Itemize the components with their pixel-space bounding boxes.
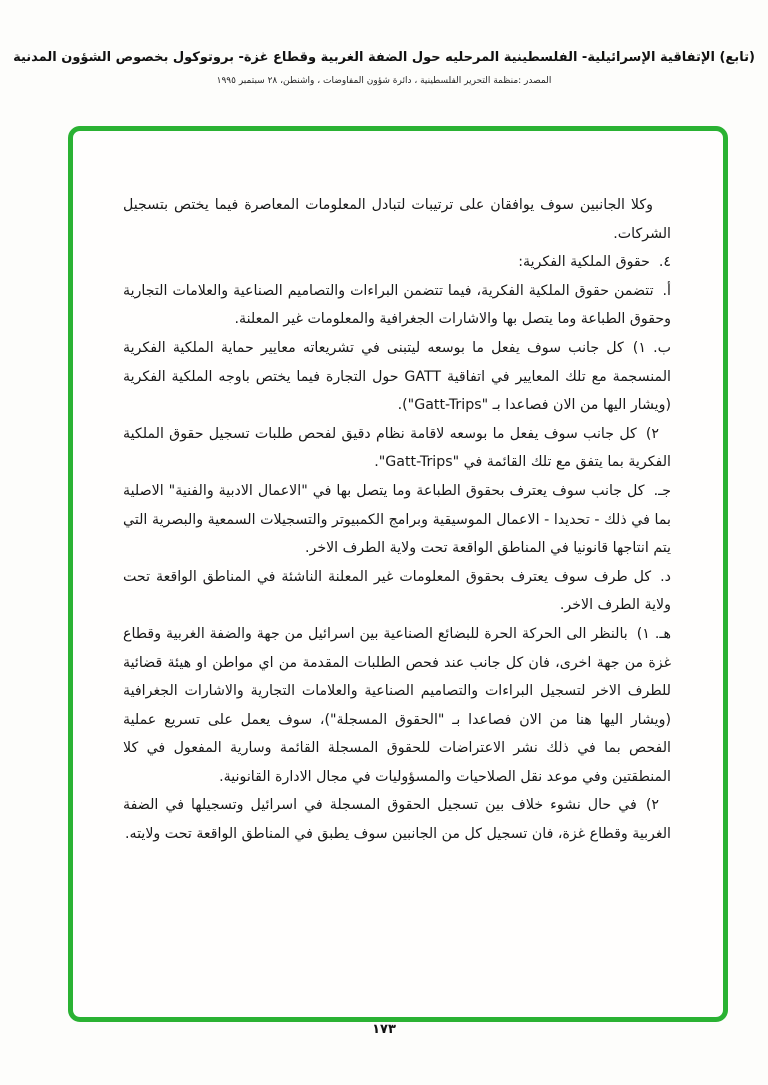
item-text: بالنظر الى الحركة الحرة للبضائع الصناعية بين اسرائيل من جهة والضفة الغربية وقطاع غزة من جهة اخرى، فان كل جانب عند فحص الطلبات المقدمة من اي مواطن او هيئة قضائية للطرف الاخر لتسجيل البراءات والتصاميم الصناعية والعلامات التجارية والاشارات الجغرافية (ويشار اليها هنا من الان فصاعدا بـ "الحقوق المسجلة")، سوف يعمل على تسريع عملية الفحص بما في ذلك نشر الاعتراضات للحقوق المسجلة القائمة وسارية المفعول في كلا المنطقتين وفي موعد نقل الصلاحيات والمسؤوليات في مجال الادارة القانونية. [123, 625, 671, 785]
section-number: ٤. [658, 254, 671, 271]
paragraph-intro: وكلا الجانبين سوف يوافقان على ترتيبات لتبادل المعلومات المعاصرة فيما يختص بتسجيل الشركات. [123, 197, 671, 242]
document-source-line: المصدر :منظمة التحرير الفلسطينية ، دائرة شؤون المفاوضات ، واشنطن، ٢٨ سبتمبر ١٩٩٥ [216, 76, 552, 86]
list-item-d [123, 563, 671, 620]
item-marker: ب. ١) [632, 339, 671, 356]
item-marker: ٢) [645, 425, 659, 442]
page-number: ١٧٣ [372, 1022, 396, 1037]
document-header [0, 50, 768, 86]
list-item-e-2 [123, 791, 671, 848]
item-text: في حال نشوء خلاف بين تسجيل الحقوق المسجلة في اسرائيل وتسجيلها في الضفة الغربية وقطاع غزة، فان تسجيل كل من الجانبين سوف يطبق في المناطق الواقعة تحت ولايته. [123, 797, 671, 843]
item-text: كل جانب سوف يفعل ما بوسعه لاقامة نظام دقيق لفحص طلبات تسجيل حقوق الملكية الفكرية بما يتفق مع تلك القائمة في "Gatt-Trips". [123, 425, 671, 471]
item-marker: جـ. [653, 482, 671, 499]
item-text: تتضمن حقوق الملكية الفكرية، فيما تتضمن البراءات والتصاميم الصناعية والعلامات التجارية وحقوق الطباعة وما يتصل بها والاشارات الجغرافية والمعلومات غير المعلنة. [123, 282, 671, 328]
list-item-e-1 [123, 620, 671, 792]
list-item-a [123, 277, 671, 334]
item-marker: ٢) [645, 797, 659, 814]
content-border-box [68, 126, 728, 1022]
document-body [123, 191, 671, 849]
document-title: (تابع) الإتفاقية الإسرائيلية- الفلسطينية المرحليه حول الضفة الغربية وقطاع غزة- بروتوكول بخصوص الشؤون المدنية [13, 50, 755, 65]
item-text: كل جانب سوف يفعل ما بوسعه ليتبنى في تشريعاته معايير حماية الملكية الفكرية المنسجمة مع تلك المعايير في اتفاقية GATT حول التجارة فيما يختص باوجه الملكية الفكرية (ويشار اليها من الان فصاعدا بـ "Gatt-Trips"). [123, 339, 671, 414]
item-text: كل طرف سوف يعترف بحقوق المعلومات غير المعلنة الناشئة في المناطق الواقعة تحت ولاية الطرف الاخر. [123, 568, 671, 614]
item-marker: أ. [662, 282, 671, 299]
item-marker: هـ. ١) [636, 625, 671, 642]
list-item-b-1 [123, 334, 671, 420]
item-text: كل جانب سوف يعترف بحقوق الطباعة وما يتصل بها في "الاعمال الادبية والفنية" الاصلية بما في ذلك - تحديدا - الاعمال الموسيقية وبرامج الكمبيوتر والتسجيلات السمعية والبصرية التي يتم انتاجها قانونيا في المناطق الواقعة تحت ولاية الطرف الاخر. [123, 482, 671, 557]
section-heading [123, 248, 671, 277]
section-title: حقوق الملكية الفكرية: [518, 254, 650, 271]
list-item-c [123, 477, 671, 563]
list-item-b-2 [123, 420, 671, 477]
item-marker: د. [660, 568, 671, 585]
